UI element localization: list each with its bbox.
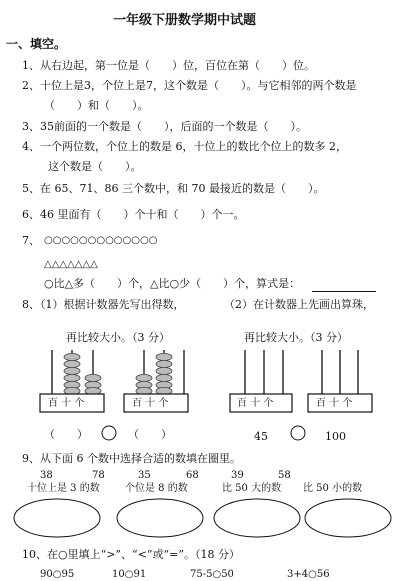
section-heading: 一、填空。 <box>6 37 67 51</box>
abacus-2-label: 百 十 个 <box>132 398 169 409</box>
q9-number: 39 <box>231 470 244 481</box>
compare-circle-1 <box>102 426 116 440</box>
page-title: 一年级下册数学期中试题 <box>113 13 257 28</box>
q10-item: 10○91 <box>112 569 147 580</box>
question-2-line-2: （ ）和（ ）。 <box>44 99 149 112</box>
question-4-line-2: 这个数是（ ）。 <box>48 160 142 173</box>
question-5: 5、在 65、71、86 三个数中，和 70 最接近的数是（ ）。 <box>22 182 325 195</box>
q9-number: 38 <box>40 470 53 481</box>
compare-circle-2 <box>291 426 305 440</box>
question-1: 1、从右边起，第一位是（ ）位，百位在第（ ）位。 <box>22 59 315 72</box>
q9-number: 35 <box>138 470 151 481</box>
q9-number: 68 <box>186 470 199 481</box>
q10-item: 3+4○56 <box>287 569 330 580</box>
question-6: 6、46 里面有（ ）个十和（ ）个一。 <box>22 208 245 221</box>
answer-ellipse-3 <box>214 499 300 537</box>
q9-label: 个位是 8 的数 <box>125 483 188 494</box>
question-8-part-1: 8、（1）根据计数器先写出得数， <box>22 298 185 311</box>
answer-blank-1[interactable]: （ ） <box>44 428 88 441</box>
question-10: 10、在○里填上“>”、“<”或“=”。（18 分） <box>22 548 240 561</box>
question-3: 3、35前面的一个数是（ ），后面的一个数是（ ）。 <box>22 120 307 133</box>
q9-label: 十位上是 3 的数 <box>27 483 100 494</box>
question-4-line-1: 4、一个两位数，个位上的数是 6，十位上的数比个位上的数多 2， <box>22 140 347 153</box>
answer-ellipse-2 <box>117 499 203 537</box>
answer-ellipse-4 <box>305 499 391 537</box>
question-7-text: ○比△多（ ）个，△比○少（ ）个，算式是： <box>44 277 301 290</box>
question-8-instruction-left: 再比较大小。（3 分） <box>66 331 170 344</box>
answer-blank-2[interactable]: （ ） <box>128 428 172 441</box>
q9-label: 比 50 小的数 <box>303 483 363 494</box>
question-7-circles: ○○○○○○○○○○○○○ <box>44 235 158 246</box>
q10-item: 75-5○50 <box>190 569 234 580</box>
question-7-label: 7、 <box>22 234 40 247</box>
abacus-4-label: 百 十 个 <box>316 398 353 409</box>
question-9: 9、从下面 6 个数中选择合适的数填在圈里。 <box>22 452 241 465</box>
abacus-3-label: 百 十 个 <box>237 398 274 409</box>
question-7-triangles: △△△△△△△ <box>44 259 98 270</box>
question-8-part-2: （2）在计数器上先画出算珠， <box>224 298 374 311</box>
question-2-line-1: 2、十位上是3，个位上是7，这个数是（ ）。与它相邻的两个数是 <box>22 79 357 92</box>
q9-label: 比 50 大的数 <box>222 483 282 494</box>
q9-number: 58 <box>278 470 291 481</box>
abacus-1-label: 百 十 个 <box>48 398 85 409</box>
answer-ellipse-1 <box>14 499 100 537</box>
number-45: 45 <box>254 430 268 443</box>
question-8-instruction-right: 再比较大小。（3 分） <box>244 331 348 344</box>
q9-number: 78 <box>92 470 105 481</box>
q10-item: 90○95 <box>40 569 75 580</box>
number-100: 100 <box>325 430 346 443</box>
